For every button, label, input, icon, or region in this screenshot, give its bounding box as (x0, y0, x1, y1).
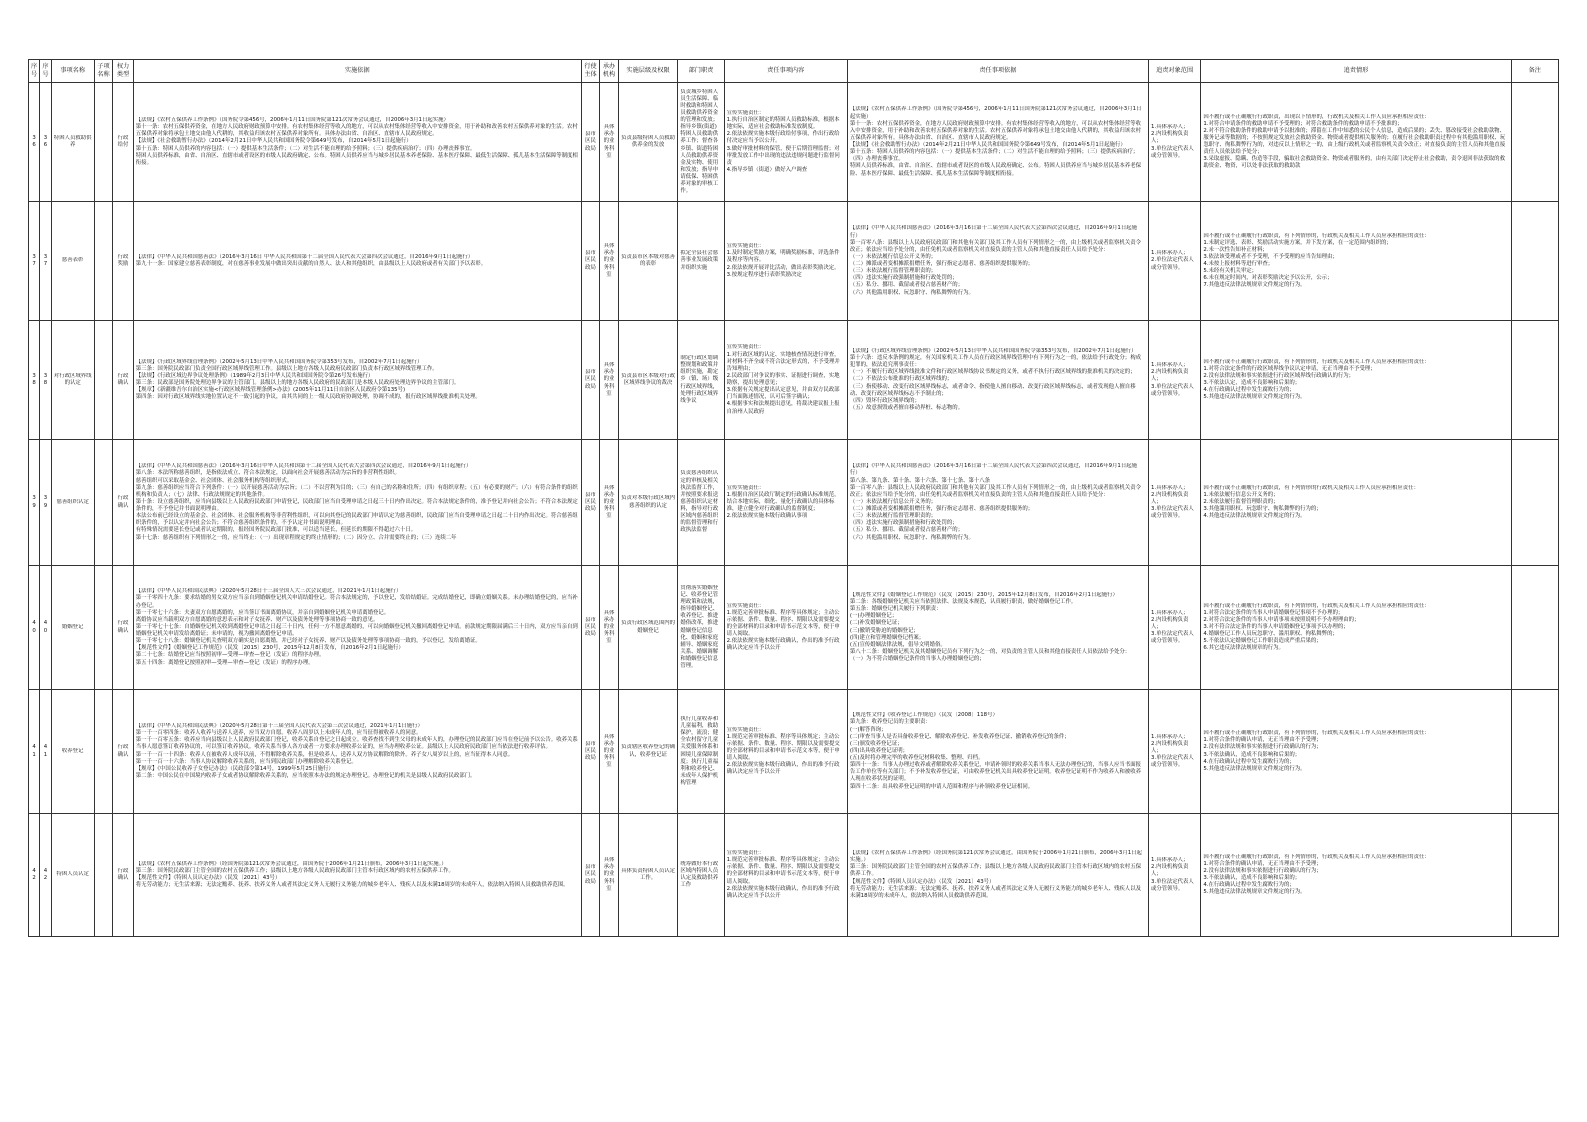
handling-organization: 具体承办的业务科室 (603, 733, 615, 769)
implementation-basis-cell (133, 690, 581, 814)
responsibility-content: 宣传实施责任： 1.规范完善审批标准、程序等具体规定；主动公示依据、条件、数量、程序、期限以及需要提交的全部材料的目录和申请书示范文本等，便于申请人阅取。 2.依法依规实施本级行政确认，作出的准予行政确认决定应当予以公开 (726, 850, 840, 899)
accountability-situations-cell (1201, 321, 1511, 440)
item-number: 38 (43, 372, 48, 386)
level-and-authority: 负责县市区本级对慈善的表彰 (621, 253, 675, 267)
sub-item-name-cell (94, 83, 112, 202)
item-name: 慈善组织认定 (56, 498, 89, 505)
sub-item-name-cell (94, 440, 112, 566)
item-number-cell (40, 690, 51, 814)
accountability-targets: 1.具体承办人； 2.内设机构负责人； 3.单位法定代表人或分管领导。 (1150, 733, 1194, 769)
implementation-basis-cell (133, 321, 581, 440)
item-name: 收养登记 (61, 747, 84, 754)
power-type-cell (113, 566, 134, 690)
responsibility-basis-cell (847, 690, 1148, 814)
implementation-basis: 【法律】《中华人民共和国民法典》（2020年5月28日第十三届全国人民代表大会第三次会议通过，2021年1月1日施行） 第一千一百零四条：收养人收养与送养人送养，应当双方自愿。收养八周岁以上未成年人的，应当征得被收养人的同意。 第一千一百零五条：收养应当向县级以上人民政府民政部门登记，收养关系自登记之日起成立。收养查找不到生父母的未成年人的，办理登记的民政部门应当在登记前予以公告。收养关系当事人愿意签订收养协议的，可以签订收养协议。收养关系当事人各方或者一方要求办理收养公证的，应当办理收养公证。县级以上人民政府民政部门应当依法进行收养评估。 第一千一百一十四条：收养人在被收养人成年以前，不得解除收养关系，但是收养人、送养人双方协议解除的除外。养子女八周岁以上的，应当征得本人同意。 第一千一百一十六条：当事人协议解除收养关系的，应当到民政部门办理解除收养关系登记。 【规章】《中国公民收养子女登记办法》（民政部令第14号，1999年5月25日施行） 第二条：中国公民在中国境内收养子女或者协议解除收养关系的，应当依照本办法的规定办理登记。办理登记的机关是县级人民政府民政部门。 (135, 723, 578, 779)
power-type: 行政确认 (117, 620, 129, 634)
accountability-situations: 因不履行或不正确履行行政职责，出现以下情形的，行政机关及相关工作人员应承担相应责任： 1.对符合申请条件的救助申请不予受理的；对符合救助条件的救助申请不予批准的； 2.对不符合救助条件的救助申请予以批准的；滞留在工作中知悉的公民个人信息，造成后果的；丢失、篡改接受社会救助款物、服务记录等数据的；不按照规定发放社会救助资金、物资或者提供相关服务的；在履行社会救助职责过程中有其他滥用职权、玩忽职守、徇私舞弊行为的，对违反以上情形之一的，由上级行政机关或者监察机关责令改正；对直接负责的主管人员和其他直接责任人员依法给予处分； 3.采取虚报、隐瞒、伪造等手段，骗取社会救助资金、物资或者服务的，由有关部门决定停止社会救助，责令退回非法获取的救助资金、物资，可以处非法获取的救助款 (1203, 113, 1506, 170)
item-name-cell (51, 440, 94, 566)
responsibility-basis-cell (847, 566, 1148, 690)
item-number-cell (40, 202, 51, 321)
department-duty-cell (678, 321, 724, 440)
department-duty: 负责慈善组织认定的审核及相关执法监督工作，并按照要求报送慈善组织认定材料，指导对行政区域内慈善组织的监督管理和行政执法监督 (680, 470, 719, 534)
level-and-authority: 负责辖区收养登记的确认，收养登记证 (621, 744, 675, 758)
accountability-situations-cell (1201, 690, 1511, 814)
table-row (29, 321, 1559, 440)
remarks-cell (1511, 83, 1558, 202)
accountability-targets: 1.具体承办人； 2.内设机构负责人； 3.单位法定代表人或分管领导。 (1150, 857, 1194, 892)
item-name-cell (51, 83, 94, 202)
accountability-situations: 因不履行或不正确履行行政职责，有下列情形的，行政机关及相关工作人员应承担相应的责任： 1.对符合条件的确认申请，无正当理由不予受理； 2.没有法律法规和事实依据进行行政确认的行为； 3.不依法确认，造成不良影响和后果的； 4.在行政确认过程中发生腐败行为的； 5.其他违反法律法规规章文件规定的行为。 (1203, 730, 1430, 772)
implementation-basis-cell (133, 202, 581, 321)
executing-subject-cell (581, 814, 599, 937)
responsibility-basis-cell (847, 440, 1148, 566)
table-row (29, 814, 1559, 937)
power-type-cell (113, 690, 134, 814)
handling-organization-cell (600, 440, 618, 566)
item-name: 特困人员认定 (56, 871, 89, 878)
department-duty-cell (678, 814, 724, 937)
table-row (29, 83, 1559, 202)
row-number-cell (29, 440, 40, 566)
department-duty: 制定行政区划调整规划和政策并组织实施，勘定乡（镇、场）级行政区域界线，处理行政区域界线争议 (680, 355, 719, 404)
accountability-situations: 因不履行或不正确履行行政职责，有下列情形的，行政机关及相关工作人员应承担相应的责任： 1.未制定评选、表彰、奖励活动实施方案，并下发方案，在一定范围内组织的； 2.未一次性告知补正材料； 3.依法该受理或者不予受理，不予受理的应当告知理由； 4.未按上报材料等进行审查； 5.未经有关机关审定； 6.未在规定时间内，对表彰奖励决定予以公开，公示； 7.其他违反法律法规规章文件规定的行为。 (1203, 232, 1430, 289)
item-number-cell (40, 321, 51, 440)
department-duty-cell (678, 566, 724, 690)
accountability-situations-cell (1201, 83, 1511, 202)
department-duty: 执行儿童收养和儿童福利，救助保护，流浪；健全农村留守儿童关爱服务体系和困境儿童保障制度；执行儿童福利和收养登记、未成年人保护机构管理 (680, 715, 719, 786)
responsibility-basis-cell (847, 202, 1148, 321)
row-number-cell (29, 814, 40, 937)
item-name: 对行政区域界线的认定 (53, 372, 92, 386)
header-cell: 事项名称 (51, 60, 94, 83)
row-number-cell (29, 566, 40, 690)
implementation-basis-cell (133, 566, 581, 690)
power-type-cell (113, 440, 134, 566)
item-number-cell (40, 83, 51, 202)
accountability-situations: 因不履行或不正确履行行政职责，有下列情形的行政机关及相关工作人员应承担相应责任： 1.未依法履行信息公开义务的； 2.未依法履行监督管理职责的； 3.其他滥用职权、玩忽职守、徇私舞弊的行为的； 4.其他违反法律法规规章文件规定的行为。 (1203, 484, 1419, 520)
responsibility-basis: 【规范性文件】《婚姻登记工作规范》（民发〔2015〕230号，2015年12月8日发布，自2016年2月1日起施行） 第二条：各级婚姻登记机关应当依照法律、法规及本规范，认真履行职责，做好婚姻登记工作。 第五条：婚姻登记机关履行下列职责： (一)办理婚姻登记； (二)补发婚姻登记证； (三)撤销受胁迫的婚姻登记； (四)建立和管理婚姻登记档案； (五)宣传婚姻法律法规，倡导文明婚俗。 第八十二条：婚姻登记机关及其婚姻登记员有下列行为之一的，对负责的主管人员和其他直接责任人员依法给予处分： （一）为不符合婚姻登记条件的当事人办理婚姻登记的； (849, 591, 1131, 662)
level-and-authority: 负责行政区域范围内的婚姻登记 (621, 620, 675, 634)
accountability-situations-cell (1201, 814, 1511, 937)
handling-organization-cell (600, 202, 618, 321)
responsibility-content: 宣传实施责任： 1.规范完善审批标准、程序等具体规定；主动公示依据、条件、数量、程序、期限以及需要提交的全部材料的目录和申请书示范文本等，便于申请人阅取。 2.依法依规实施本级行政确认，作出的准予行政确认决定应当予以公开 (726, 726, 840, 776)
item-name-cell (51, 566, 94, 690)
power-type-cell (113, 814, 134, 937)
handling-organization: 具体承办的业务科室 (603, 124, 615, 159)
header-cell: 序号 (29, 60, 40, 83)
responsibility-content: 宣传实施责任： 1.对行政区域的认定、实地核查情况进行审查，对材料不齐全或不符合法定形式的，不予受理并告知理由； 2.民政部门对争议的事实、证据进行调查，实地勘察，提出处理意见； 3.依据有关规定提出认定意见，并由双方民政部门当面陈述情况，认可后签字确认； 4.根据事实和法规提出意见，将裁决建议报上报自治州人民政府 (726, 344, 840, 415)
handling-organization-cell (600, 83, 618, 202)
level-and-authority-cell (618, 202, 678, 321)
responsibility-table (28, 59, 1559, 937)
level-and-authority: 具体负责特困人员认定工作。 (621, 867, 675, 881)
item-number-cell (40, 566, 51, 690)
responsibility-basis: 【法律】《中华人民共和国慈善法》（2016年3月16日第十二届全国人民代表大会第四次会议通过，自2016年9月1日起施行） 第一百零八条：县级以上人民政府民政部门和其他有关部门及其工作人员有下列情形之一的，由上级机关或者监察机关责令改正；依法应当给予处分的，由任免机关或者监察机关对直接负责的主管人员和其他直接责任人员给予处分： （一）未依法履行信息公开义务的； （二）摊派或者变相摊派捐赠任务，强行指定志愿者、慈善组织提供服务的； （三）未依法履行监督管理职责的； （四）违法实施行政强制措施和行政处罚的； （五）私分、挪用、截留或者侵占慈善财产的； （六）其他滥用职权、玩忽职守、徇私舞弊的行为。 (849, 225, 1141, 296)
item-name: 婚姻登记 (61, 623, 84, 630)
header-cell: 追责情形 (1201, 60, 1511, 83)
responsibility-basis: 【法规】《农村五保供养工作条例》（经国务院第121次常务会议通过，由国务院于2006年1月21日颁布，2006年3月1日起实施。） 第三条：国务院民政部门主管全国的农村五保供养工作；县级以上地方各级人民政府民政部门主管本行政区域内的农村五保供养工作。 【规范性文件】《特困人员认定办法》（民发〔2021〕43号） 将无劳动能力；无生活来源；无法定赡养、抚养、扶养义务人或者其法定义务人无履行义务能力的城乡老年人、残疾人以及未满18周岁的未成年人，依法纳入特困人员救助供养范围。 (849, 850, 1142, 899)
handling-organization: 具体承办的业务科室 (603, 857, 615, 892)
level-and-authority-cell (618, 440, 678, 566)
accountability-targets-cell (1148, 814, 1200, 937)
power-type: 行政确认 (117, 495, 129, 509)
department-duty-cell (678, 690, 724, 814)
remarks-cell (1511, 440, 1558, 566)
responsibility-content-cell (724, 202, 847, 321)
row-number: 39 (32, 495, 36, 509)
department-duty: 统筹做好本行政区域内特困人员认定及救助供养工作 (680, 860, 719, 889)
item-number: 39 (43, 495, 48, 509)
implementation-basis: 【法规】《农村五保供养工作条例》（国务院令第456号，2006年1月11日国务院第121次常务会议通过，自2006年3月1日起实施） 第十一条：农村五保供养资金，在地方人民政府财政预算中安排。有农村集体经营等收入的地方，可以从农村集体经营等收入中安排资金，用于补助和改善农村五保供养对象的生活。农村五保供养对象将承包土地交由他人代耕的，其收益归该农村五保供养对象所有。具体办法由省、自治区、直辖市人民政府规定。 【法规】《社会救助暂行办法》（2014年2月21日中华人民共和国国务院令第649号发布，自2014年5月1日起施行） 第十五条：特困人员供养的内容包括：（一）提供基本生活条件；（二）对生活不能自理的给予照料；（三）提供疾病治疗；（四）办理丧葬事宜。 特困人员供养标准，由省、自治区、直辖市或者设区的市级人民政府确定、公布。特困人员供养应当与城乡居民基本养老保险、基本医疗保障、最低生活保障、孤儿基本生活保障等制度相衔接。 (135, 117, 578, 166)
accountability-targets: 1.具体承办人； 2.内设机构负责人； 3.单位法定代表人或分管领导。 (1150, 362, 1194, 397)
power-type-cell (113, 83, 134, 202)
level-and-authority: 负责对本级行政区域内慈善组织的认定 (621, 495, 675, 509)
handling-organization: 具体承办的业务科室 (603, 609, 615, 645)
remarks-cell (1511, 202, 1558, 321)
executing-subject: 县市区民政局 (585, 616, 596, 638)
accountability-situations-cell (1201, 440, 1511, 566)
department-duty-cell (678, 202, 724, 321)
power-type-cell (113, 321, 134, 440)
responsibility-content-cell (724, 321, 847, 440)
item-name-cell (51, 690, 94, 814)
accountability-targets: 1.具体承办人； 2.内设机构负责人； 3.单位法定代表人或分管领导。 (1150, 484, 1194, 520)
handling-organization: 具体承办的业务科室 (603, 362, 615, 397)
row-number: 37 (32, 253, 36, 267)
level-and-authority-cell (618, 321, 678, 440)
item-number: 36 (43, 134, 48, 148)
accountability-situations: 因不履行或不正确履行行政职责，有下列情形的，行政机关及相关工作人员应承担相应的责任： 1.对符合法定条件的当事人申请婚姻登记事项不予办理的； 2.对符合法定条件的当事人申请事项未按照说明不予办理理由的； 3.对不符合法定条件的当事人申请婚姻登记事项予以办理的； 4.婚姻登记工作人员玩忽职守、滥用职权、徇私舞弊的； 5.不依法认定婚姻登记工作职责造成严重后果的； 6.其它违反法律法规规章的行为。 (1203, 602, 1430, 652)
department-duty-cell (678, 83, 724, 202)
row-number: 36 (32, 134, 36, 148)
handling-organization-cell (600, 321, 618, 440)
table-row (29, 690, 1559, 814)
responsibility-content: 宣传实施责任： 1.规范完善审批标准、程序等具体规定；主动公示依据、条件、数量、程序、期限以及需要提交的全部材料的目录和申请书示范文本等，便于申请人阅取。 2.依法依规实施本级行政确认，作出的准予行政确认决定应当予以公开 (726, 602, 840, 652)
accountability-situations: 因不履行或不正确履行行政职责，有下列情形的，行政机关及相关工作人员应承担相应的责任： 1.对符合条件的确认申请，无正当理由不予受理； 2.没有法律法规和事实依据进行行政确认的行为； 3.不依法确认，造成不良影响和后果的； 4.在行政确认过程中发生腐败行为的； 5.其他违反法律法规规章文件规定的行为。 (1203, 853, 1430, 896)
executing-subject-cell (581, 321, 599, 440)
header-cell: 子项名称 (94, 60, 112, 83)
item-name: 慈善表彰 (61, 257, 84, 264)
responsibility-content-cell (724, 690, 847, 814)
table-row (29, 440, 1559, 566)
department-duty-cell (678, 440, 724, 566)
accountability-targets-cell (1148, 83, 1200, 202)
handling-organization: 具体承办的业务科室 (603, 243, 615, 278)
implementation-basis-cell (133, 83, 581, 202)
table-row (29, 202, 1559, 321)
accountability-targets-cell (1148, 202, 1200, 321)
department-duty: 负责城乡特困人员生活保障、临时救助和特困人员救助供养资金的管理和发放；指导乡镇(街道)特困人员救助供养工作；督查各乡镇、街道特困人员救助供养资金及实物、使用和发放；指导申请低保、特困供养对象的审核工作。 (680, 88, 719, 195)
responsibility-content: 宣传实施责任： 1.及时制定奖励方案，明确奖励标准，评选条件及程序等内容。 2.依法依规开展评比活动，做出表彰奖励决定。 3.按规定程序进行表彰奖励决定 (726, 243, 840, 278)
item-name-cell (51, 202, 94, 321)
executing-subject-cell (581, 83, 599, 202)
accountability-targets: 1.具体承办人； 2.单位法定代表人或分管领导。 (1150, 250, 1194, 271)
accountability-situations-cell (1201, 202, 1511, 321)
implementation-basis: 【法规】《农村五保供养工作条例》（经国务院第121次常务会议通过，由国务院于2006年1月21日颁布，2006年3月1日起实施。） 第三条：国务院民政部门主管全国的农村五保供养工作；县级以上地方各级人民政府民政部门主管本行政区域内的农村五保供养工作。 【规范性文件】《特困人员认定办法》（民发〔2021〕43号） 将无劳动能力；无生活来源；无法定赡养、抚养、扶养义务人或者其法定义务人无履行义务能力的城乡老年人、残疾人以及未满18周岁的未成年人，依法纳入特困人员救助供养范围。 (135, 860, 569, 889)
responsibility-basis-cell (847, 321, 1148, 440)
item-name-cell (51, 814, 94, 937)
executing-subject-cell (581, 440, 599, 566)
power-type: 行政确认 (117, 744, 129, 758)
power-type: 行政确认 (117, 867, 129, 881)
header-cell: 责任事项内容 (724, 60, 847, 83)
department-duty: 贯彻落实婚姻登记、收养登记管理政策和法规，指导婚姻登记、收养登记、推进婚俗改革，推进婚姻登记信息化、婚姻和家庭辅导、婚姻家庭关系、婚姻调解和婚姻登记信息管理。 (680, 584, 719, 670)
row-number: 38 (32, 372, 36, 386)
responsibility-content-cell (724, 566, 847, 690)
responsibility-basis: 【规范性文件】《收养登记工作规范》（民发〔2008〕118号） 第九条：收养登记员的主要职责： (一)解答咨询； (二)审查当事人是否具备收养登记、解除收养登记、补发收养登记证、撤销收养登记的条件； (三)颁发收养登记证； (四)出具收养登记证明； (五)及时将办理完毕的收养登记材料收集、整理、归档。 第四十一条：当事人办理过收养或者解除收养关系登记，申请补领时的收养关系当事人无法办理登记的，当事人应当书面报告工作单位等有关部门；不予补发收养登记证，可由收养登记机关出具收养登记证明。收养登记证明不作为收养人和被收养人现在收养状况的证明。 第四十二条：出具收养登记证明的申请人范围和程序与补领收养登记证相同。 (849, 712, 1141, 790)
executing-subject: 县市区民政局 (585, 740, 596, 762)
executing-subject: 县市区民政局 (585, 369, 596, 390)
header-cell: 实施层级及权限 (618, 60, 678, 83)
responsibility-content: 宣传实施责任： 1.根据自治区民政厅制定的行政确认标准规范，结合本地实际，细化、量化行政确认的具体标准，建立健全对行政确认的监督制度； 2.依法依规实施本级行政确认事项 (726, 484, 840, 520)
row-number: 40 (32, 620, 36, 634)
remarks-cell (1511, 321, 1558, 440)
level-and-authority-cell (618, 566, 678, 690)
responsibility-basis-cell (847, 814, 1148, 937)
item-number: 42 (43, 867, 48, 881)
header-cell: 备注 (1511, 60, 1558, 83)
accountability-targets: 1.具体承办人； 2.内设机构负责人； 3.单位法定代表人或分管领导。 (1150, 124, 1194, 159)
level-and-authority-cell (618, 814, 678, 937)
item-number-cell (40, 814, 51, 937)
executing-subject-cell (581, 566, 599, 690)
item-name: 特困人员救助供养 (53, 134, 92, 148)
item-number: 41 (43, 744, 48, 758)
header-cell: 责任事项依据 (847, 60, 1148, 83)
accountability-targets-cell (1148, 440, 1200, 566)
executing-subject-cell (581, 202, 599, 321)
handling-organization-cell (600, 566, 618, 690)
implementation-basis-cell (133, 814, 581, 937)
executing-subject: 县市区民政局 (585, 491, 596, 513)
header-cell: 部门职责 (678, 60, 724, 83)
item-number: 40 (43, 620, 48, 634)
sub-item-name-cell (94, 566, 112, 690)
executing-subject: 县市区民政局 (585, 131, 596, 152)
power-type: 行政给付 (117, 134, 129, 148)
header-cell: 权力类型 (113, 60, 134, 83)
header-cell: 行使主体 (581, 60, 599, 83)
implementation-basis: 【法律】《中华人民共和国民法典》（2020年5月28日十三届全国人大三次会议通过，自2021年1月1日起施行） 第一千零四十九条：要求结婚的男女双方应当亲自到婚姻登记机关申请结婚登记。符合本法规定的，予以登记，发给结婚证。完成结婚登记，即确立婚姻关系。未办理结婚登记的，应当补办登记。 第一千零七十六条：夫妻双方自愿离婚的，应当签订书面离婚协议，并亲自到婚姻登记机关申请离婚登记。 离婚协议应当载明双方自愿离婚的意思表示和对子女抚养、财产以及债务处理等事项协商一致的意见。 第一千零七十七条：自婚姻登记机关收到离婚登记申请之日起三十日内，任何一方不愿意离婚的，可以向婚姻登记机关撤回离婚登记申请。前款规定期限届满后三十日内，双方应当亲自到婚姻登记机关申请发给离婚证；未申请的，视为撤回离婚登记申请。 第一千零七十八条：婚姻登记机关查明双方确实是自愿离婚，并已经对子女抚养、财产以及债务处理等事项协商一致的，予以登记，发给离婚证。 【规范性文件】《婚姻登记工作规范》（民发〔2015〕230号，2015年12月8日发布，自2016年2月1日起施行） 第二十七条：结婚登记应当按照初审—受理—审查—登记（发证）的程序办理。 第五十四条：离婚登记按照初审—受理—审查—登记（发证）的程序办理。 (135, 588, 578, 666)
accountability-situations-cell (1201, 566, 1511, 690)
accountability-targets-cell (1148, 321, 1200, 440)
responsibility-content-cell (724, 440, 847, 566)
item-name-cell (51, 321, 94, 440)
header-row (29, 60, 1559, 83)
implementation-basis: 【法律】《中华人民共和国慈善法》（2016年3月16日 中华人民共和国第十二届全国人民代表大会第四次会议通过，自2016年9月1日起施行） 第九十一条：国家建立慈善表彰制度，对在慈善事业发展中做出突出贡献的自然人、法人和其他组织，由县级以上人民政府或者有关部门予以表彰。 (135, 253, 487, 267)
accountability-targets-cell (1148, 566, 1200, 690)
executing-subject: 县市区民政局 (585, 864, 596, 885)
item-number: 37 (43, 253, 48, 267)
row-number-cell (29, 690, 40, 814)
header-cell: 承办机构 (600, 60, 618, 83)
executing-subject: 县市区民政局 (585, 250, 596, 271)
row-number-cell (29, 83, 40, 202)
accountability-situations: 因不履行或不正确履行行政职责，有下列情形的，行政机关及相关工作人员应承担相应的责任： 1.对符合法定条件的行政区域界线争议认定申请，无正当理由不予受理； 2.没有法律法规和事实依据进行行政区域界线行政确认的行为； 3.不依法认定，造成不良影响和后果的； 4.在行政确认过程中发生腐败行为的； 5.其他违反法律法规规章文件规定的行为。 (1203, 358, 1430, 401)
handling-organization-cell (600, 690, 618, 814)
implementation-basis-cell (133, 440, 581, 566)
sub-item-name-cell (94, 321, 112, 440)
responsibility-basis: 【法规】《行政区域界线管理条例》（2002年5月13日中华人民共和国国务院令第353号发布，自2002年7月1日起施行） 第十六条：违反本条例的规定，有关国家机关工作人员在行政区域界线管理中有下列行为之一的，依法给予行政处分；构成犯罪的，依法追究刑事责任： （一）不履行行政区域界线批准文件和行政区域界线协议书规定的义务，或者不执行行政区域界线的批准机关的决定的； （二）不依法公布批准的行政区域界线的； （三）指使移动、改变行政区域界线标志，或者命令、指使他人擅自移动、改变行政区域界线标志，或者发现他人擅自移动、改变行政区域界线标志不予制止的； （四）毁坏行政区域界线的； （五）故意损毁或者擅自移动界桩、标志物的。 (849, 347, 1141, 411)
power-type: 行政确认 (117, 372, 129, 386)
remarks-cell (1511, 566, 1558, 690)
row-number-cell (29, 202, 40, 321)
item-number-cell (40, 440, 51, 566)
level-and-authority: 负责县市区本级对行政区域界线争议的裁决 (621, 372, 675, 386)
remarks-cell (1511, 814, 1558, 937)
table-row (29, 566, 1559, 690)
responsibility-content: 宣传实施责任： 1.执行自治区制定的特困人员救助标准，根据本地实际，适应社会救助标准发放制度。 2.依法依规实施本级行政给付事项，作出行政给付决定应当予以公开。 3.做好审批材料的保管，便于后期管理监督；对审批发放工作中出现的违法违规问题进行监督问责 4.指导乡镇（街道）做好入户调查 (726, 109, 840, 173)
row-number: 41 (32, 744, 36, 758)
responsibility-basis-cell (847, 83, 1148, 202)
row-number: 42 (32, 867, 36, 881)
handling-organization-cell (600, 814, 618, 937)
sub-item-name-cell (94, 690, 112, 814)
responsibility-content-cell (724, 814, 847, 937)
implementation-basis: 【法律】《中华人民共和国慈善法》（2016年3月16日中华人民共和国第十二届全国人民代表大会第四次会议通过，自2016年9月1日起施行） 第八条：本法所称慈善组织，是指依法成立、符合本法规定，以面向社会开展慈善活动为宗旨的非营利性组织。 慈善组织可以采取基金会、社会团体、社会服务机构等组织形式。 第九条：慈善组织应当符合下列条件：（一）以开展慈善活动为宗旨；（二）不以营利为目的；（三）有自己的名称和住所；（四）有组织章程；（五）有必要的财产；（六）有符合条件的组织机构和负责人；（七）法律、行政法规规定的其他条件。 第十条：设立慈善组织，应当向县级以上人民政府民政部门申请登记，民政部门应当自受理申请之日起三十日内作出决定。符合本法规定条件的，准予登记并向社会公告；不符合本法规定条件的，不予登记并书面说明理由。 本法公布前已经设立的基金会、社会团体、社会服务机构等非营利性组织，可以向其登记的民政部门申请认定为慈善组织，民政部门应当自受理申请之日起二十日内作出决定。符合慈善组织条件的，予以认定并向社会公告；不符合慈善组织条件的，不予认定并书面说明理由。 有特殊情况需要延长登记或者认定期限的，报经国务院民政部门批准，可以适当延长，但延长的期限不得超过六十日。 第十七条：慈善组织有下列情形之一的，应当终止：（一）出现章程规定的终止情形的；（二）因分立、合并需要终止的；（三）连续二年 (135, 463, 578, 541)
level-and-authority: 负责县级特困人员救助供养金的发放 (621, 134, 675, 148)
responsibility-basis: 【法律】《中华人民共和国慈善法》（2016年3月16日第十二届全国人民代表大会第四次会议通过，自2016年9月1日起施行） 第八条、第九条、第十条、第十六条、第十七条、第十八条 第一百零八条：县级以上人民政府民政部门和其他有关部门及其工作人员有下列情形之一的，由上级机关或者监察机关责令改正；依法应当给予处分的，由任免机关或者监察机关对直接负责的主管人员和其他直接责任人员给予处分： （一）未依法履行信息公开义务的； （二）摊派或者变相摊派捐赠任务，强行指定志愿者、慈善组织提供服务的； （三）未依法履行监督管理职责的； （四）违法实施行政强制措施和行政处罚的； （五）私分、挪用、截留或者侵占慈善财产的； （六）其他滥用职权、玩忽职守、徇私舞弊的行为。 (849, 463, 1141, 541)
level-and-authority-cell (618, 83, 678, 202)
header-cell: 实施依据 (133, 60, 581, 83)
row-number-cell (29, 321, 40, 440)
level-and-authority-cell (618, 690, 678, 814)
department-duty: 拟定全县社会慈善事业发展政策并组织实施 (680, 250, 719, 271)
remarks-cell (1511, 690, 1558, 814)
power-type-cell (113, 202, 134, 321)
header-cell: 追责对象范围 (1148, 60, 1200, 83)
sub-item-name-cell (94, 202, 112, 321)
sub-item-name-cell (94, 814, 112, 937)
implementation-basis: 【法规】《行政区域界线管理条例》（2002年5月13日中华人民共和国国务院令第353号发布，自2002年7月1日起施行） 第三条：国务院民政部门负责全国行政区域界线管理工作。县级以上地方各级人民政府民政部门负责本行政区域界线管理工作。 【法规】《行政区域边界争议处理条例》（1989年2月3日中华人民共和国国务院令第26号发布施行） 第三条：民政部是国务院处理边界争议的主管部门。县级以上的地方各级人民政府的民政部门是本级人民政府处理边界争议的主管部门。 【规章】《新疆维吾尔自治区实施<行政区域界线管理条例>办法》(2005年11月11日自治区人民政府令第135号) 第四条：因对行政区域界线实地位置认定不一致引起的争议，由其共同的上一级人民政府协调处理，协调不成的，报行政区域界线批准机关处理。 (135, 358, 481, 401)
accountability-targets-cell (1148, 690, 1200, 814)
power-type: 行政奖励 (117, 253, 129, 267)
executing-subject-cell (581, 690, 599, 814)
handling-organization: 具体承办的业务科室 (603, 484, 615, 520)
responsibility-content-cell (724, 83, 847, 202)
responsibility-basis: 【法规】《农村五保供养工作条例》（国务院令第456号，2006年1月11日国务院第121次常务会议通过，自2006年3月1日起实施） 第十一条：农村五保供养资金，在地方人民政府财政预算中安排。有农村集体经营等收入的地方，可以从农村集体经营等收入中安排资金，用于补助和改善农村五保供养对象的生活。农村五保供养对象将承包土地交由他人代耕的，其收益归该农村五保供养对象所有。具体办法由省、自治区、直辖市人民政府规定。 【法规】《社会救助暂行办法》（2014年2月21日中华人民共和国国务院令第649号发布，自2014年5月1日起施行） 第十五条：特困人员供养的内容包括：（一）提供基本生活条件；（二）对生活不能自理的给予照料；（三）提供疾病治疗；（四）办理丧葬事宜。 特困人员供养标准，由省、自治区、直辖市或者设区的市级人民政府确定、公布。特困人员供养应当与城乡居民基本养老保险、基本医疗保障、最低生活保障、孤儿基本生活保障等制度相衔接。 (849, 106, 1142, 177)
header-cell: 序号 (40, 60, 51, 83)
accountability-targets: 1.具体承办人； 2.内设机构负责人； 3.单位法定代表人或分管领导。 (1150, 609, 1194, 645)
